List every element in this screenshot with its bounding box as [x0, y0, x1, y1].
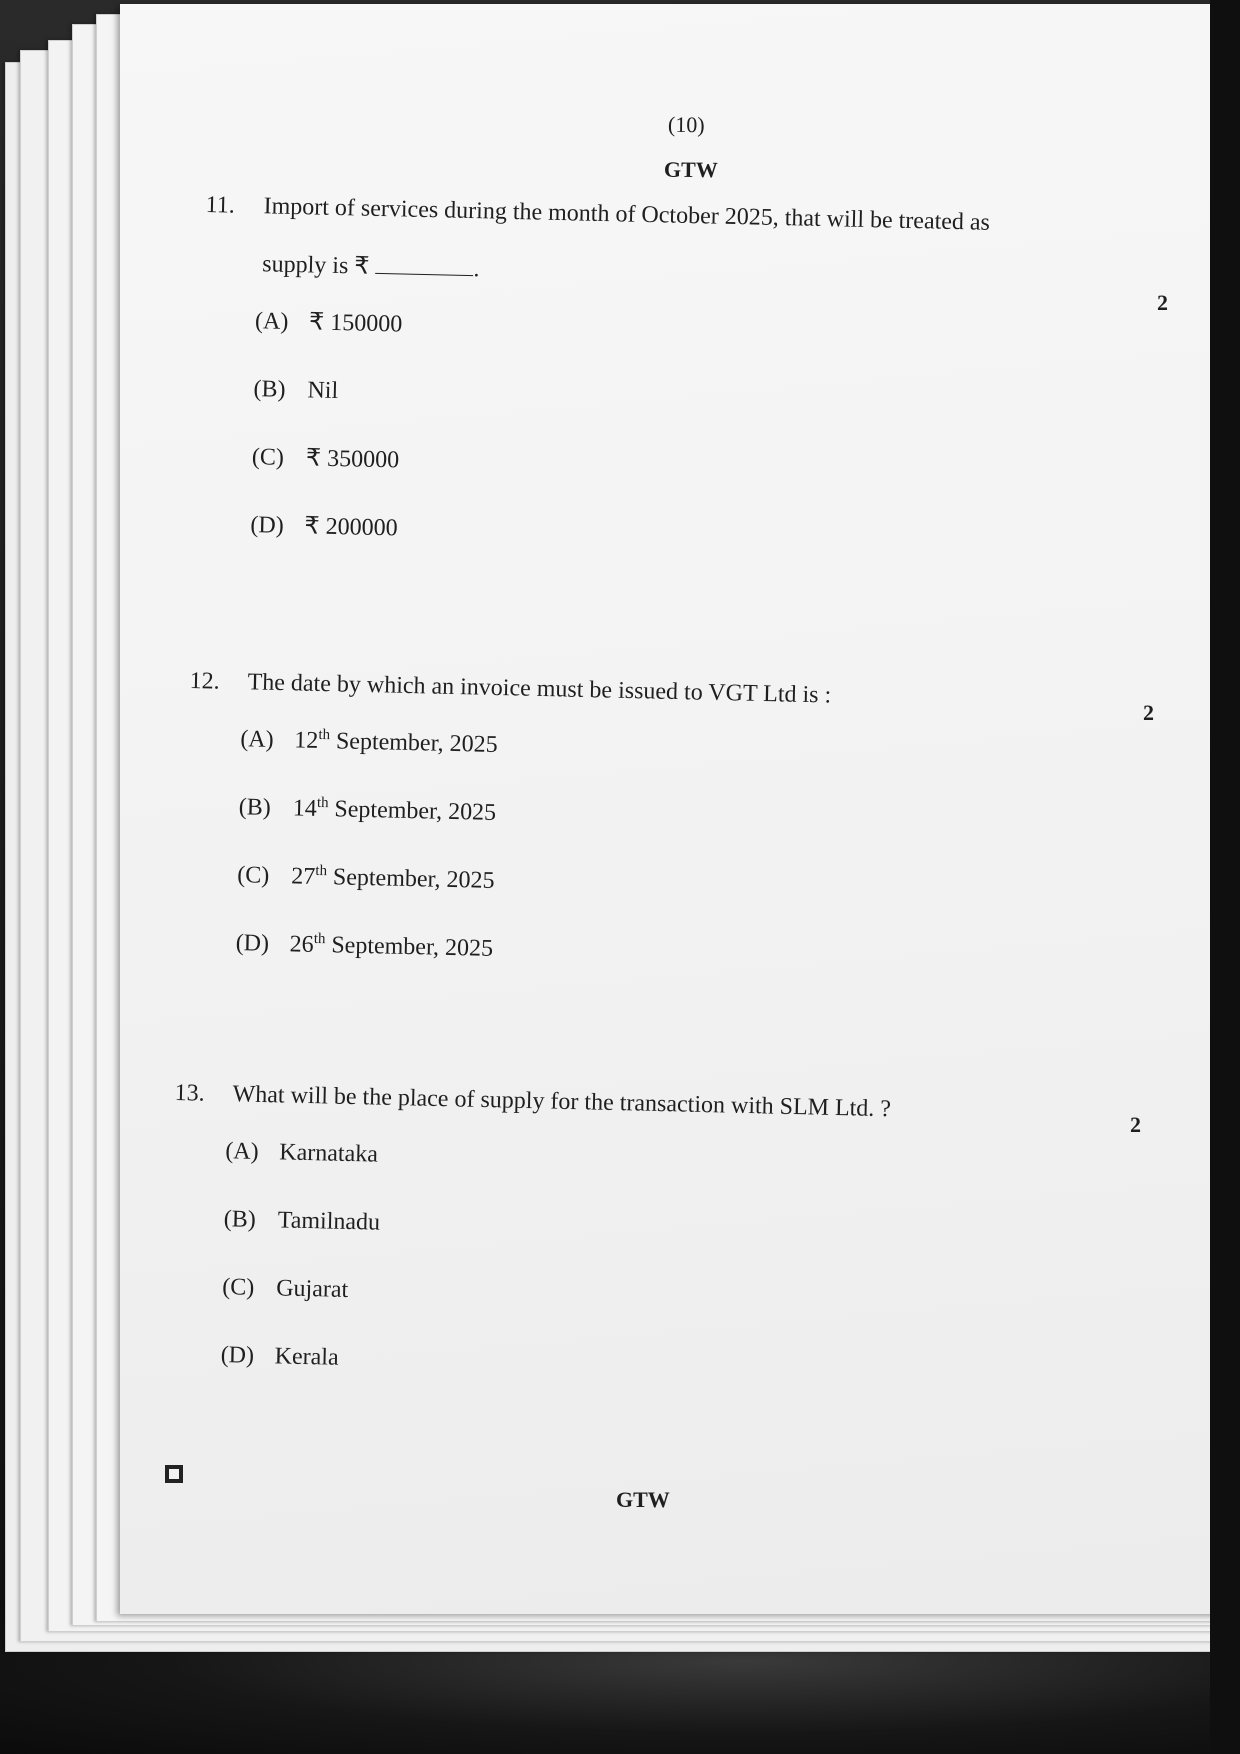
paper-code-footer: GTW — [616, 1487, 670, 1512]
page-number: (10) — [667, 111, 705, 138]
option-label: (A) — [225, 1138, 259, 1165]
option-label: (C) — [236, 862, 270, 889]
option-label: (C) — [221, 1274, 255, 1301]
question-text: supply is ₹ — [262, 251, 370, 280]
option-day: 26 — [289, 931, 314, 958]
option-label: (B) — [253, 376, 286, 403]
answer-blank — [375, 255, 473, 276]
question-13 — [168, 1078, 1095, 1423]
question-text: . — [473, 256, 480, 283]
option-text: September, 2025 — [328, 796, 497, 826]
option-text: Kerala — [274, 1343, 339, 1371]
option-label: (A) — [254, 308, 289, 335]
question-text-continued — [262, 249, 1124, 299]
marks-q13: 2 — [1130, 1112, 1141, 1137]
option-label: (C) — [251, 444, 285, 471]
ordinal-suffix: th — [318, 726, 331, 744]
ordinal-suffix: th — [315, 862, 328, 880]
option-text: ₹ 150000 — [308, 309, 403, 338]
marks-q11: 2 — [1157, 290, 1168, 315]
option-label: (A) — [240, 726, 274, 753]
option-day: 12 — [294, 727, 319, 754]
marks-q12: 2 — [1143, 700, 1154, 725]
option-text: September, 2025 — [329, 728, 498, 758]
option-label: (D) — [220, 1342, 255, 1369]
question-text: What will be the place of supply for the transaction with SLM Ltd. ? — [232, 1081, 892, 1123]
option-label: (D) — [235, 930, 270, 957]
option-text: ₹ 200000 — [304, 513, 398, 542]
question-11 — [197, 190, 1125, 593]
option-text: Karnataka — [279, 1139, 379, 1168]
question-number: 11. — [205, 191, 236, 219]
question-text: Import of services during the month of October 2025, that will be treated as — [263, 193, 991, 236]
option-label: (B) — [223, 1206, 257, 1233]
ordinal-suffix: th — [316, 794, 329, 812]
question-number: 12. — [189, 667, 220, 695]
option-text: September, 2025 — [325, 932, 494, 962]
question-12 — [183, 666, 1110, 1011]
option-text: September, 2025 — [326, 864, 495, 894]
option-text: Gujarat — [275, 1275, 349, 1303]
options-list — [235, 719, 1109, 1011]
option-label: (D) — [250, 512, 285, 539]
option-text: ₹ 350000 — [305, 445, 400, 474]
paper-code-header: GTW — [663, 156, 718, 183]
options-list — [249, 301, 1123, 593]
option-day: 27 — [290, 863, 316, 890]
question-text: The date by which an invoice must be issued to VGT Ltd is : — [247, 669, 832, 709]
ordinal-suffix: th — [313, 930, 326, 948]
registration-mark-icon — [165, 1465, 183, 1483]
option-text: Tamilnadu — [277, 1207, 381, 1236]
page-edge-shadow — [1210, 0, 1240, 1754]
question-number: 13. — [174, 1079, 205, 1107]
options-list — [220, 1131, 1094, 1423]
option-day: 14 — [292, 795, 318, 822]
option-label: (B) — [238, 794, 272, 821]
option-text: Nil — [307, 377, 339, 405]
